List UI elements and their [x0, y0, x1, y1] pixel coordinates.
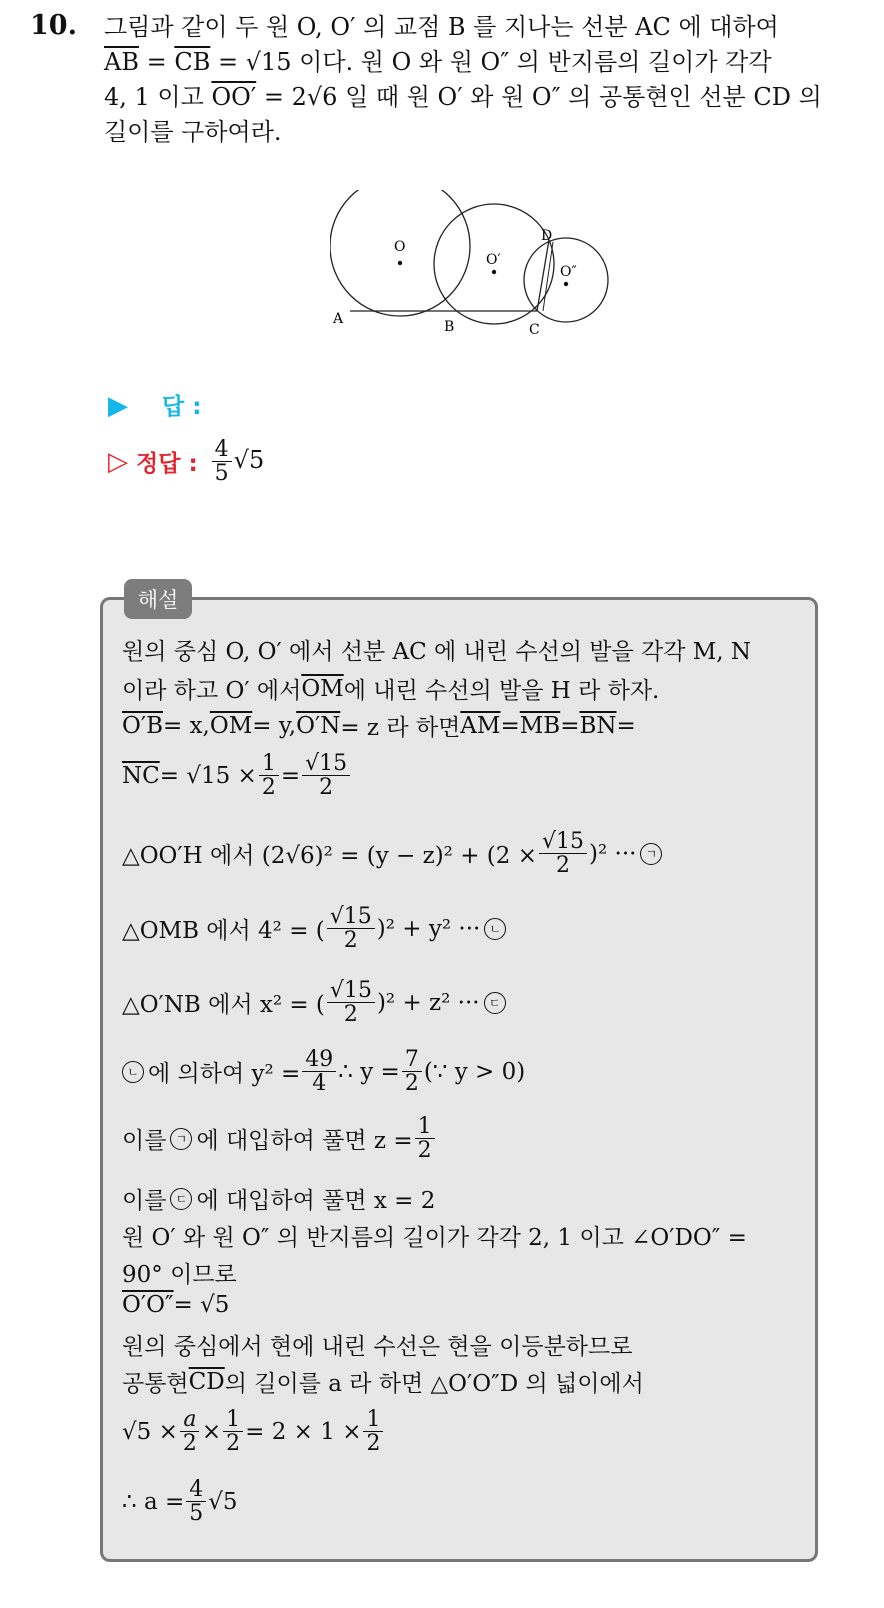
answer-label: 답 :: [162, 394, 202, 420]
correct-answer-value: $\frac{4}{5}$ √5: [210, 438, 265, 485]
question-text: [104, 10, 864, 150]
segment-cd-line: [537, 240, 549, 311]
solution-line-10: 이를 ㄷ 에 대입하여 풀면 x = 2: [122, 1188, 436, 1214]
segment-oo: OO′: [211, 83, 257, 111]
correct-answer-label: 정답 :: [136, 451, 198, 478]
solution-line-13: O′O″ = √5: [122, 1292, 230, 1318]
circled-digeut: ㄷ: [484, 992, 506, 1014]
correct-answer-row: [108, 438, 264, 485]
segment-cd-shadow: [543, 242, 553, 311]
label-b: B: [444, 319, 455, 335]
segment-ab: $\overline{AB}$: [104, 48, 139, 76]
solution-tab: 해설: [124, 579, 192, 619]
solution-line-15: 공통현 $\overline{CD}$ 의 길이를 a 라 하면 △O′O″D 의 넓이에서: [122, 1368, 644, 1397]
question-line-2: $\overline{AB} = \overline{CB} = √15$ 이다. 원 O 와 원 O″ 의 반지름의 길이가 각각: [104, 48, 772, 76]
solution-line-7: △O′NB 에서 x² = ( $\frac{√15}{2}$ )² + z² ··· ㄷ: [122, 979, 510, 1026]
question-line-3: 4, 1 이고 OO′ = 2√6 일 때 원 O′ 와 원 O″ 의 공통현인 선분 CD 의: [104, 83, 822, 111]
solution-line-8: ㄴ 에 의하여 y² = $\frac{49}{4}$ ∴ y = $\frac{7}{2}$ (∵ y > 0): [122, 1048, 525, 1095]
solution-line-4: $\overline{NC}$ = √15 × $\frac{1}{2}$ = $\frac{√15}{2}$: [122, 752, 352, 799]
solution-line-5: △OO′H 에서 (2√6)² = (y − z)² + (2 × $\frac{√15}{2}$ )² ··· ㄱ: [122, 830, 666, 877]
circled-nieun: ㄴ: [484, 918, 506, 940]
solution-line-6: △OMB 에서 4² = ( $\frac{√15}{2}$ )² + y² ··· ㄴ: [122, 905, 510, 952]
solution-line-11: 원 O′ 와 원 O″ 의 반지름의 길이가 각각 2, 1 이고 ∠O′DO″ =: [122, 1225, 747, 1251]
solution-line-17: ∴ a = $\frac{4}{5}$ √5: [122, 1477, 238, 1527]
label-o-prime: O′: [486, 252, 501, 268]
label-c: C: [529, 322, 540, 338]
answer-fraction: $\frac{4}{5}$: [212, 438, 232, 485]
segment-cb: $\overline{CB}$: [174, 48, 211, 76]
question-line-1: 그림과 같이 두 원 O, O′ 의 교점 B 를 지나는 선분 AC 에 대하여: [104, 13, 779, 41]
solution-line-3: O′B = x, $\overline{OM}$ = y, O′N = z 라 하면 $\overline{AM}$ = $\overline{MB}$ = $\overline{BN}$ =: [122, 712, 636, 741]
solution-line-9: 이를 ㄱ 에 대입하여 풀면 z = $\frac{1}{2}$: [122, 1115, 437, 1162]
solution-line-2: 이라 하고 O′ 에서 $\overline{OM}$ 에 내린 수선의 발을 H 라 하자.: [122, 675, 660, 704]
center-o-dot: [398, 261, 402, 265]
label-a: A: [333, 311, 344, 327]
solution-line-14: 원의 중심에서 현에 내린 수선은 현을 이등분하므로: [122, 1334, 633, 1360]
label-o-double-prime: O″: [560, 264, 577, 280]
label-o: O: [394, 239, 406, 255]
label-d: D: [541, 228, 553, 244]
circled-giyeok: ㄱ: [640, 843, 662, 865]
correct-arrow-icon: ▷: [108, 446, 128, 477]
solution-line-12: 90° 이므로: [122, 1262, 237, 1288]
solution-line-1: 원의 중심 O, O′ 에서 선분 AC 에 내린 수선의 발을 각각 M, N: [122, 639, 752, 665]
circle-o-double-prime: [524, 238, 608, 322]
solution-line-16: √5 × $\frac{a}{2}$ × $\frac{1}{2}$ = 2 × 1 × $\frac{1}{2}$: [122, 1408, 385, 1455]
answer-row: [108, 388, 201, 421]
question-line-4: 길이를 구하여라.: [104, 118, 282, 146]
answer-arrow-icon: ▶: [108, 391, 128, 421]
center-o-double-prime-dot: [564, 282, 568, 286]
center-o-prime-dot: [492, 270, 496, 274]
question-number: 10.: [30, 10, 77, 41]
circles-figure: [330, 190, 620, 345]
